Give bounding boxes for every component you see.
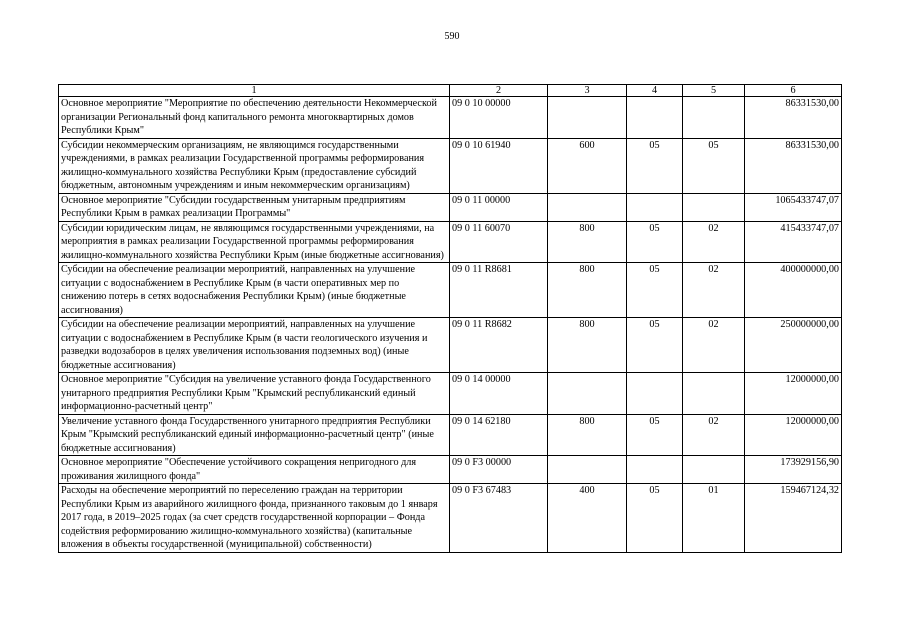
table-row: [59, 97, 842, 139]
row-code-cell: 09 0 11 R8682: [450, 318, 548, 373]
row-vr-cell: 400: [548, 484, 627, 553]
table-row: [59, 484, 842, 553]
row-sum-cell: 159467124,32: [745, 484, 842, 553]
row-code-cell: 09 0 10 00000: [450, 97, 548, 139]
table-body: [59, 85, 842, 553]
row-pr-cell: 02: [683, 221, 745, 263]
table-row: [59, 263, 842, 318]
row-code-cell: 09 0 11 R8681: [450, 263, 548, 318]
row-rz-cell: 05: [627, 318, 683, 373]
row-name-cell: Субсидии на обеспечение реализации мероприятий, направленных на улучшение ситуации с водоснабжением в Республике Крым (в части геологического изучения и разведки водозаборов в целях увеличения использования подземных вод) (иные бюджетные ассигнования): [59, 318, 450, 373]
row-sum-cell: 1065433747,07: [745, 193, 842, 221]
row-name-cell: Расходы на обеспечение мероприятий по переселению граждан на территории Республики Крым из аварийного жилищного фонда, признанного таковым до 1 января 2017 года, в 2019–2025 годах (за счет средств государственной корпорации – Фонда содействия реформированию жилищно-коммунального хозяйства) (капитальные вложения в объекты государственной (муниципальной) собственности): [59, 484, 450, 553]
row-rz-cell: 05: [627, 263, 683, 318]
row-code-cell: 09 0 14 00000: [450, 373, 548, 415]
row-vr-cell: 800: [548, 414, 627, 456]
table-row: [59, 373, 842, 415]
table-row: [59, 456, 842, 484]
row-vr-cell: 800: [548, 263, 627, 318]
row-code-cell: 09 0 10 61940: [450, 138, 548, 193]
row-pr-cell: 02: [683, 318, 745, 373]
row-sum-cell: 12000000,00: [745, 414, 842, 456]
row-code-cell: 09 0 11 00000: [450, 193, 548, 221]
row-code-cell: 09 0 F3 67483: [450, 484, 548, 553]
row-vr-cell: 800: [548, 221, 627, 263]
row-sum-cell: 86331530,00: [745, 97, 842, 139]
row-name-cell: Основное мероприятие "Субсидия на увеличение уставного фонда Государственного унитарного предприятия Республики Крым "Крымский республиканский единый информационно-расчетный центр": [59, 373, 450, 415]
row-pr-cell: 01: [683, 484, 745, 553]
row-name-cell: Основное мероприятие "Мероприятие по обеспечению деятельности Некоммерческой организации Региональный фонд капитального ремонта многоквартирных домов Республики Крым": [59, 97, 450, 139]
row-sum-cell: 415433747,07: [745, 221, 842, 263]
column-header-1: 1: [59, 85, 450, 97]
row-name-cell: Субсидии некоммерческим организациям, не являющимся государственными учреждениями, в рамках реализации Государственной программы реформирования жилищно-коммунального хозяйства Республики Крым (предоставление субсидий бюджетным, автономным учреждениям и иным некоммерческим организациям): [59, 138, 450, 193]
row-pr-cell: 02: [683, 263, 745, 318]
row-vr-cell: [548, 97, 627, 139]
row-name-cell: Субсидии на обеспечение реализации мероприятий, направленных на улучшение ситуации с водоснабжением в Республике Крым (в части оперативных мер по снижению потерь в сетях водоснабжения Республики Крым) (иные бюджетные ассигнования): [59, 263, 450, 318]
row-sum-cell: 173929156,90: [745, 456, 842, 484]
row-rz-cell: 05: [627, 138, 683, 193]
row-vr-cell: [548, 193, 627, 221]
row-code-cell: 09 0 F3 00000: [450, 456, 548, 484]
row-rz-cell: [627, 193, 683, 221]
row-sum-cell: 400000000,00: [745, 263, 842, 318]
column-header-6: 6: [745, 85, 842, 97]
row-pr-cell: [683, 373, 745, 415]
row-rz-cell: 05: [627, 414, 683, 456]
row-code-cell: 09 0 11 60070: [450, 221, 548, 263]
row-pr-cell: [683, 193, 745, 221]
column-header-2: 2: [450, 85, 548, 97]
row-vr-cell: 600: [548, 138, 627, 193]
budget-table: [58, 84, 842, 553]
row-pr-cell: [683, 97, 745, 139]
row-name-cell: Увеличение уставного фонда Государственного унитарного предприятия Республики Крым "Крымский республиканский единый информационно-расчетный центр" (иные бюджетные ассигнования): [59, 414, 450, 456]
row-pr-cell: [683, 456, 745, 484]
row-name-cell: Основное мероприятие "Обеспечение устойчивого сокращения непригодного для проживания жилищного фонда": [59, 456, 450, 484]
row-rz-cell: 05: [627, 221, 683, 263]
row-rz-cell: [627, 456, 683, 484]
row-sum-cell: 12000000,00: [745, 373, 842, 415]
row-rz-cell: 05: [627, 484, 683, 553]
row-name-cell: Субсидии юридическим лицам, не являющимся государственными учреждениями, на мероприятия в рамках реализации Государственной программы реформирования жилищно-коммунального хозяйства Республики Крым (иные бюджетные ассигнования): [59, 221, 450, 263]
row-sum-cell: 250000000,00: [745, 318, 842, 373]
table-row: [59, 193, 842, 221]
table-row: [59, 221, 842, 263]
row-pr-cell: 05: [683, 138, 745, 193]
column-header-3: 3: [548, 85, 627, 97]
column-header-4: 4: [627, 85, 683, 97]
column-header-5: 5: [683, 85, 745, 97]
row-vr-cell: [548, 456, 627, 484]
row-vr-cell: 800: [548, 318, 627, 373]
row-rz-cell: [627, 373, 683, 415]
row-code-cell: 09 0 14 62180: [450, 414, 548, 456]
table-row: [59, 318, 842, 373]
row-pr-cell: 02: [683, 414, 745, 456]
table-row: [59, 414, 842, 456]
table-row: [59, 138, 842, 193]
row-name-cell: Основное мероприятие "Субсидии государственным унитарным предприятиям Республики Крым в рамках реализации Программы": [59, 193, 450, 221]
row-sum-cell: 86331530,00: [745, 138, 842, 193]
page-number: 590: [444, 31, 460, 42]
row-vr-cell: [548, 373, 627, 415]
row-rz-cell: [627, 97, 683, 139]
table-header-row: [59, 85, 842, 97]
